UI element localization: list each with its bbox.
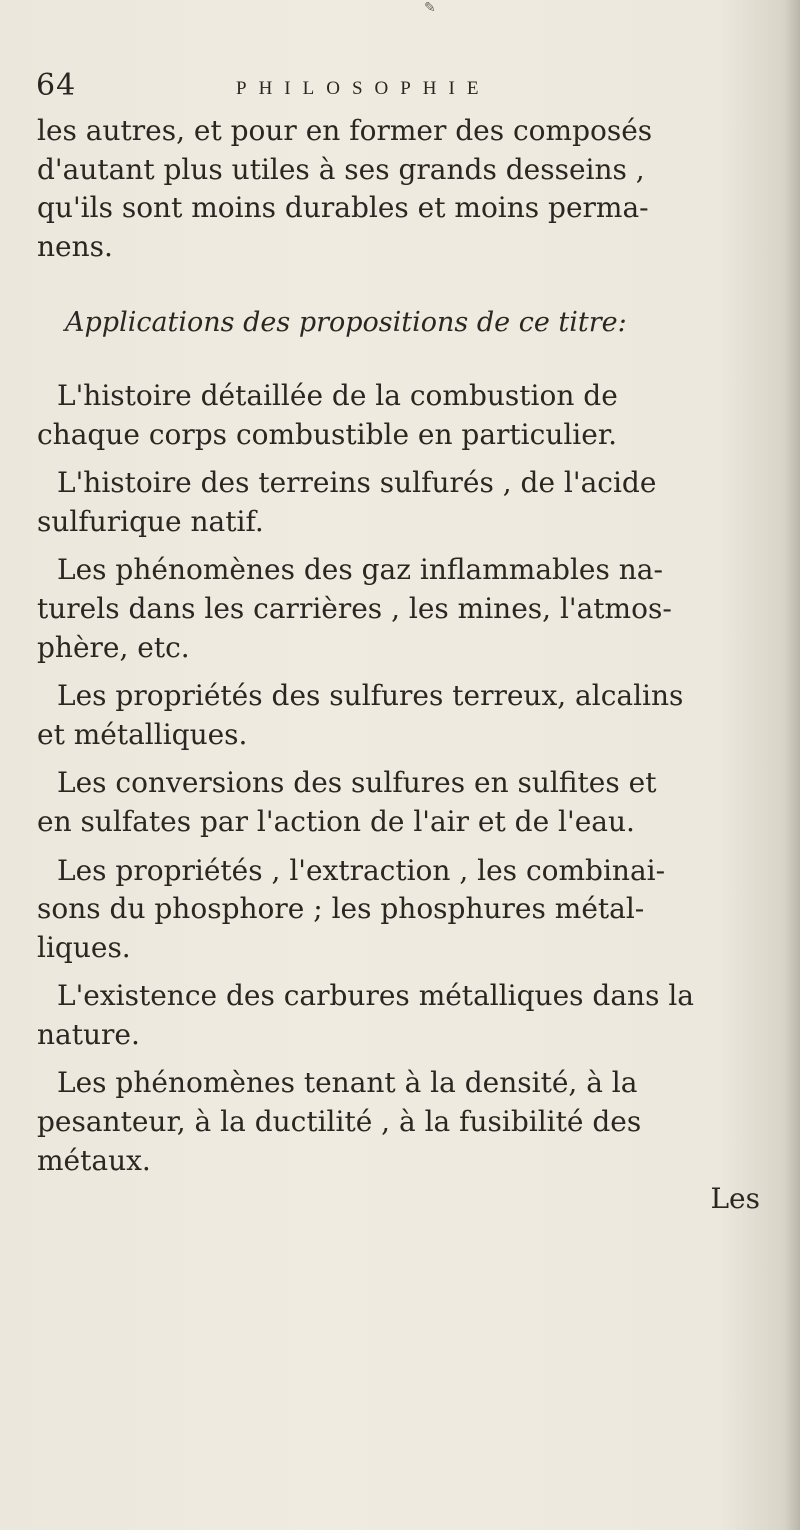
paragraph-line: Les conversions des sulfures en sulfites et	[57, 766, 657, 800]
running-head: PHILOSOPHIE	[236, 78, 491, 99]
section-heading: Applications des propositions de ce titre:	[65, 307, 627, 339]
paragraph-phosphore	[37, 852, 772, 968]
page-text	[37, 112, 772, 1219]
page-number: 64	[36, 68, 77, 103]
paragraph-line: en sulfates par l'action de l'air et de l'eau.	[37, 804, 635, 838]
paragraph-sulfures	[37, 677, 772, 754]
intro-line: nens.	[37, 229, 113, 263]
paragraph-line: sons du phosphore ; les phosphures métal-	[37, 892, 645, 926]
paragraph-gaz	[37, 551, 772, 667]
paragraph-gap	[37, 842, 772, 852]
paragraph-line: Les phénomènes des gaz inflammables na-	[57, 553, 663, 587]
paragraph-conversions	[37, 764, 772, 841]
paragraph-line: Les phénomènes tenant à la densité, à la	[57, 1066, 638, 1100]
paragraph-gap	[37, 667, 772, 677]
paragraph-line: pesanteur, à la ductilité , à la fusibilité des	[37, 1105, 642, 1139]
paragraph-terreins	[37, 464, 772, 541]
paragraph-gap	[37, 541, 772, 551]
paragraph-carbures	[37, 977, 772, 1054]
paragraph-gap	[37, 1054, 772, 1064]
paragraph-line: et métalliques.	[37, 717, 248, 751]
paragraph-line: chaque corps combustible en particulier.	[37, 417, 618, 451]
paragraph-line: sulfurique natif.	[37, 504, 264, 538]
paragraph-line: liques.	[37, 930, 131, 964]
paragraph-line: L'histoire détaillée de la combustion de	[57, 378, 618, 412]
paragraph-gap	[37, 754, 772, 764]
intro-line: d'autant plus utiles à ses grands desseins ,	[37, 152, 645, 186]
paragraph-line: L'histoire des terreins sulfurés , de l'acide	[57, 466, 657, 500]
page-mark: ✎	[424, 0, 436, 16]
paragraph-combustion	[37, 377, 772, 454]
paragraph-line: Les propriétés , l'extraction , les combinai-	[57, 853, 666, 887]
paragraph-line: phère, etc.	[37, 630, 190, 664]
catchword: Les	[710, 1182, 760, 1216]
intro-line: les autres, et pour en former des composés	[37, 114, 653, 147]
paragraph-line: turels dans les carrières , les mines, l'atmos-	[37, 591, 672, 625]
paragraph-metaux	[37, 1064, 772, 1180]
paragraph-gap	[37, 967, 772, 977]
paragraph-line: Les propriétés des sulfures terreux, alcalins	[57, 679, 684, 713]
paragraph-line: L'existence des carbures métalliques dans la	[57, 979, 694, 1013]
paragraph-line: métaux.	[37, 1143, 151, 1177]
intro-line: qu'ils sont moins durables et moins perma-	[37, 191, 649, 225]
paragraph-line: nature.	[37, 1017, 140, 1051]
paragraph-gap	[37, 454, 772, 464]
